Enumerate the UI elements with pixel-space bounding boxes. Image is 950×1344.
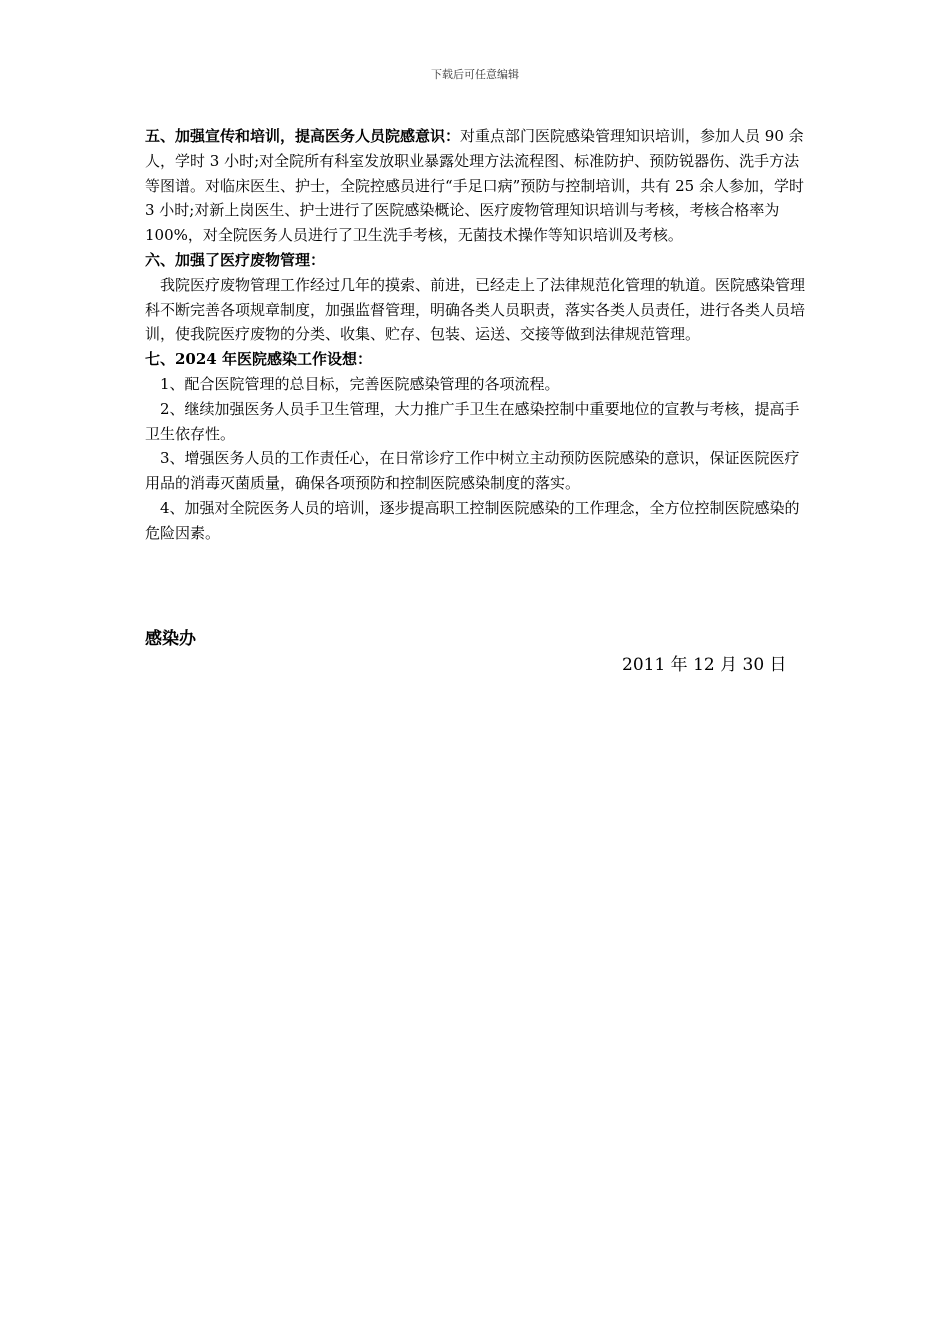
list-item: 4、加强对全院医务人员的培训，逐步提高职工控制医院感染的工作理念，全方位控制医院感染的危险因素。 — [145, 498, 800, 542]
signer: 感染办 — [145, 629, 196, 649]
document-body — [145, 124, 813, 546]
section-5-title: 五、加强宣传和培训，提高医务人员院感意识： — [145, 127, 461, 145]
date: 2011 年 12 月 30 日 — [622, 655, 787, 675]
list-item: 2、继续加强医务人员手卫生管理，大力推广手卫生在感染控制中重要地位的宣教与考核，提高手卫生依存性。 — [145, 399, 800, 443]
section-6-title: 六、加强了医疗废物管理： — [145, 250, 326, 269]
section-6-body: 我院医疗废物管理工作经过几年的摸索、前进，已经走上了法律规范化管理的轨道。医院感染管理科不断完善各项规章制度，加强监督管理，明确各类人员职责，落实各类人员责任，进行各类人员培训，使我院医疗废物的分类、收集、贮存、包装、运送、交接等做到法律规范管理。 — [145, 275, 806, 344]
section-5 — [145, 124, 813, 248]
section-7-title: 七、2024 年医院感染工作设想： — [145, 350, 372, 369]
page-header-note: 下载后可任意编辑 — [431, 68, 519, 81]
list-item: 3、增强医务人员的工作责任心，在日常诊疗工作中树立主动预防医院感染的意识，保证医院医疗用品的消毒灭菌质量，确保各项预防和控制医院感染制度的落实。 — [145, 449, 800, 493]
list-item: 1、配合医院管理的总目标，完善医院感染管理的各项流程。 — [160, 374, 560, 393]
section-5-body: 对重点部门医院感染管理知识培训，参加人员 90 余人，学时 3 小时;对全院所有科室发放职业暴露处理方法流程图、标准防护、预防锐器伤、洗手方法等图谱。对临床医生、护士，全院控感员进行“手足口病”预防与控制培训，共有 25 余人参加，学时 3 小时;对新上岗医生、护士进行了医院感染概论、医疗废物管理知识培训与考核，考核合格率为 100%，对全院医务人员进行了卫生洗手考核，无菌技术操作等知识培训及考核。 — [145, 127, 804, 245]
